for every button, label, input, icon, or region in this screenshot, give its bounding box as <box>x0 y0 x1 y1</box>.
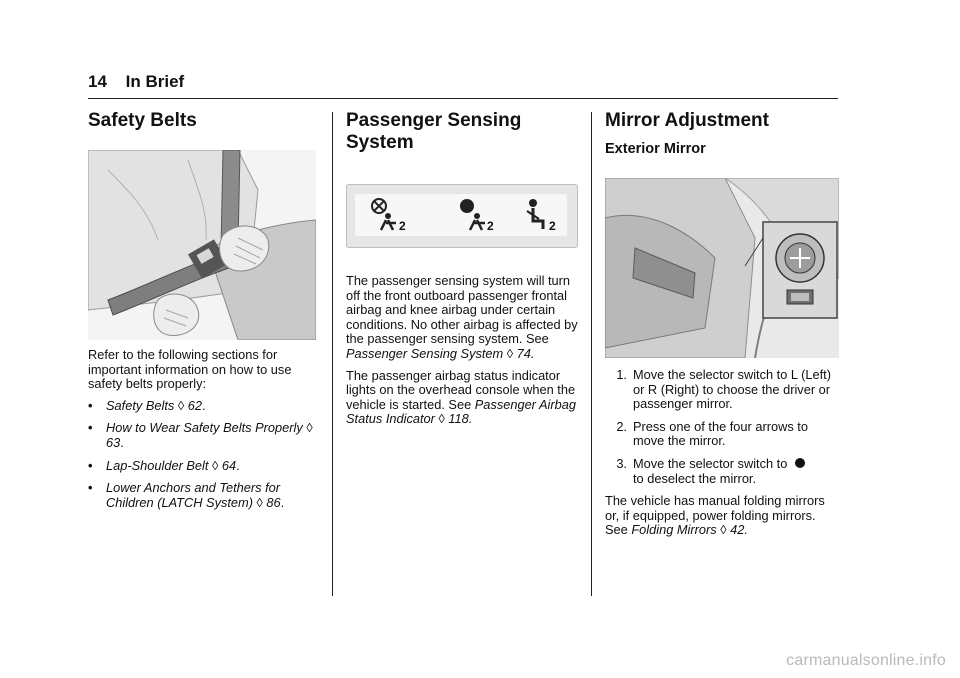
page-ref: 63 <box>106 434 121 450</box>
list-item: • Lower Anchors and Tethers for Children (LATCH System) ◊ 86. <box>88 480 285 510</box>
page-ref: 118. <box>448 411 473 427</box>
page-ref-icon: ◊ <box>256 494 263 510</box>
list-item <box>605 457 839 486</box>
bullet: • <box>88 397 93 413</box>
door-mirror-control-icon <box>605 178 839 358</box>
safety-belts-body <box>88 348 320 518</box>
step-text: Move the selector switch to L (Left) or R (Right) to choose the driver or passenger mirror. <box>633 367 831 412</box>
bullet: • <box>88 480 93 496</box>
xref-link[interactable]: Passenger Airbag Status Indicator <box>346 396 577 427</box>
seat-belt-figure <box>88 150 316 340</box>
mirror-adjustment-body <box>605 368 839 545</box>
page-ref-icon: ◊ <box>212 457 219 473</box>
watermark[interactable]: carmanualsonline.info <box>786 652 946 669</box>
para-text: The passenger airbag status indicator lights on the overhead console when the vehicle is started. See <box>346 367 576 412</box>
selector-center-dot-icon <box>795 458 805 468</box>
xref-link[interactable]: Lower Anchors and Tethers for Children (LATCH System) <box>106 480 281 510</box>
bullet: • <box>88 457 93 473</box>
para-text: The passenger sensing system will turn off the front outboard passenger frontal airbag and knee airbag under certain conditions. No other airbag is affected by the passenger sensing system. See <box>346 273 578 347</box>
header-rule <box>88 98 838 99</box>
page-ref-icon: ◊ <box>720 522 727 538</box>
xref-link[interactable]: Folding Mirrors <box>631 522 717 538</box>
seat-belt-buckling-icon <box>88 150 316 340</box>
xref-link[interactable]: Passenger Sensing System <box>346 345 504 361</box>
xref-link[interactable]: How to Wear Safety Belts Properly <box>106 420 303 436</box>
heading-line-2: System <box>346 132 414 153</box>
list-item: • Lap-Shoulder Belt ◊ 64. <box>88 457 240 473</box>
para-text: The vehicle has manual folding mirrors or, if equipped, power folding mirrors. See <box>605 493 825 538</box>
page-ref-icon: ◊ <box>438 411 445 427</box>
column-divider-1 <box>332 112 333 596</box>
page-ref-icon: ◊ <box>506 345 514 361</box>
step-number: 3. <box>616 455 627 471</box>
list-item: • How to Wear Safety Belts Properly ◊ 63. <box>88 420 313 450</box>
step-text: Move the selector switch to <box>633 455 788 471</box>
step-number: 1. <box>616 367 627 382</box>
heading-line-1: Passenger Sensing <box>346 110 522 131</box>
page-ref: 86 <box>266 494 281 510</box>
safety-belts-intro: Refer to the following sections for important information on how to use safety belts properly: <box>88 347 292 392</box>
safety-belts-heading: Safety Belts <box>88 110 197 131</box>
column-divider-2 <box>591 112 592 596</box>
list-item: • Safety Belts ◊ 62. <box>88 397 206 413</box>
xref-link[interactable]: Lap-Shoulder Belt <box>106 457 209 473</box>
mirror-adjustment-heading: Mirror Adjustment <box>605 110 769 131</box>
indicator-subscript: 2 <box>549 219 556 233</box>
passenger-sensing-para-2 <box>346 369 578 427</box>
page-ref: 62 <box>187 397 202 413</box>
list-item <box>605 420 839 449</box>
passenger-sensing-body <box>346 274 578 434</box>
page-header <box>88 72 184 92</box>
passenger-sensing-para-1 <box>346 274 578 362</box>
exterior-mirror-subheading: Exterior Mirror <box>605 141 706 157</box>
mirror-control-figure <box>605 178 839 358</box>
passenger-sensing-heading <box>346 110 521 154</box>
bullet: • <box>88 420 93 436</box>
page-ref-icon: ◊ <box>306 420 313 436</box>
step-number: 2. <box>616 418 627 434</box>
indicator-subscript: 2 <box>399 219 406 233</box>
section-title: In Brief <box>125 72 185 91</box>
page-ref: 74. <box>516 345 535 361</box>
airbag-indicator-panel <box>346 184 578 248</box>
page-ref: 42. <box>730 522 748 538</box>
page-number: 14 <box>88 72 107 91</box>
step-text-cont: to deselect the mirror. <box>633 470 757 486</box>
step-text: Press one of the four arrows to move the mirror. <box>633 418 808 449</box>
folding-mirrors-para <box>605 494 839 538</box>
page-ref: 64 <box>221 457 237 473</box>
xref-link[interactable]: Safety Belts <box>106 397 175 413</box>
list-item <box>605 368 839 412</box>
indicator-subscript: 2 <box>487 219 494 233</box>
page-ref-icon: ◊ <box>177 397 185 413</box>
